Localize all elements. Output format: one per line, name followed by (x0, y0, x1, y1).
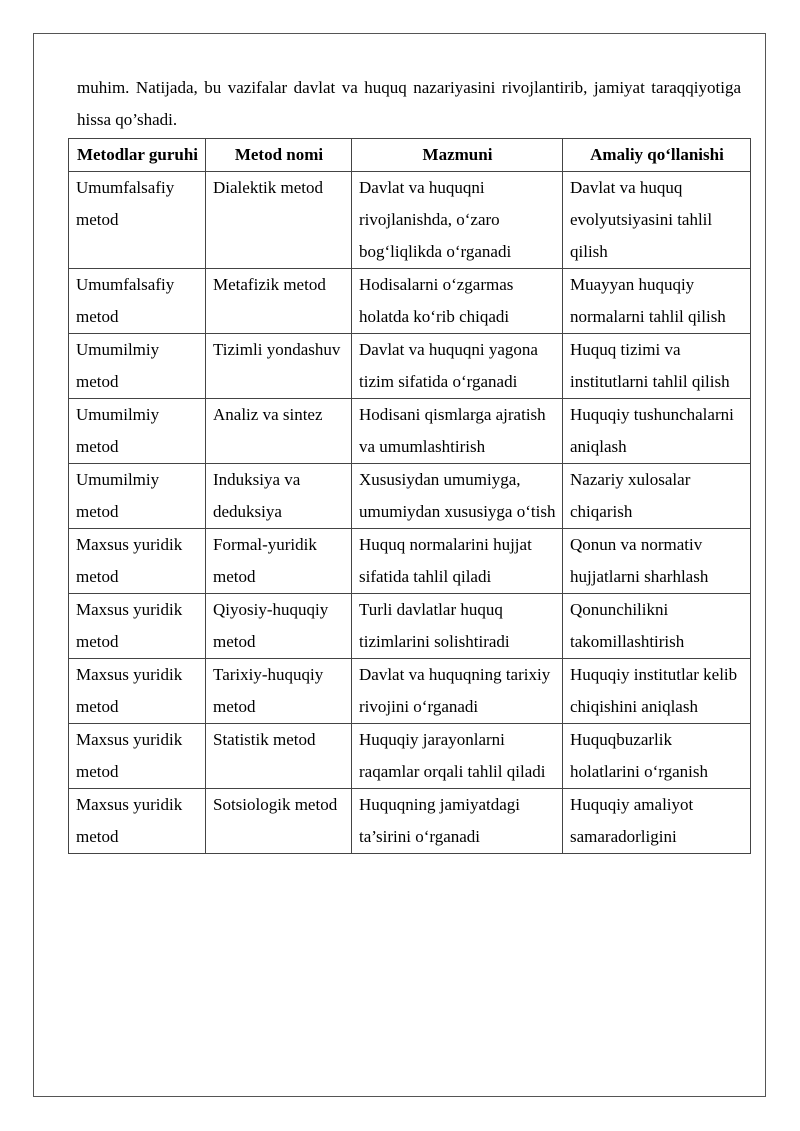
cell-application: Davlat va huquq evolyutsiyasini tahlil qilish (563, 172, 751, 269)
cell-application: Qonun va normativ hujjatlarni sharhlash (563, 529, 751, 594)
intro-text: muhim. Natijada, bu vazifalar davlat va huquq nazariyasini rivojlantirib, jamiyat taraqqiyotiga hissa qo’shadi. (77, 78, 741, 129)
cell-group: Umumilmiy metod (69, 464, 206, 529)
cell-method-name: Sotsiologik metod (206, 789, 352, 854)
table-row (69, 789, 751, 854)
methods-table (68, 138, 751, 854)
cell-content: Huquqning jamiyatdagi ta’sirini o‘rganadi (352, 789, 563, 854)
cell-content: Turli davlatlar huquq tizimlarini solishtiradi (352, 594, 563, 659)
intro-paragraph (77, 72, 741, 136)
table-header-row (69, 139, 751, 172)
header-group: Metodlar guruhi (69, 139, 206, 172)
header-method-name: Metod nomi (206, 139, 352, 172)
cell-application: Qonunchilikni takomillashtirish (563, 594, 751, 659)
cell-application: Huquqiy amaliyot samaradorligini (563, 789, 751, 854)
cell-content: Xususiydan umumiyga, umumiydan xususiyga o‘tish (352, 464, 563, 529)
cell-group: Maxsus yuridik metod (69, 659, 206, 724)
cell-application: Nazariy xulosalar chiqarish (563, 464, 751, 529)
cell-content: Huquq normalarini hujjat sifatida tahlil qiladi (352, 529, 563, 594)
cell-application: Huquqiy institutlar kelib chiqishini aniqlash (563, 659, 751, 724)
cell-content: Davlat va huquqni yagona tizim sifatida o‘rganadi (352, 334, 563, 399)
cell-method-name: Qiyosiy-huquqiy metod (206, 594, 352, 659)
cell-content: Davlat va huquqni rivojlanishda, o‘zaro bog‘liqlikda o‘rganadi (352, 172, 563, 269)
cell-method-name: Dialektik metod (206, 172, 352, 269)
cell-group: Umumilmiy metod (69, 334, 206, 399)
table-row (69, 529, 751, 594)
table-row (69, 269, 751, 334)
cell-group: Umumilmiy metod (69, 399, 206, 464)
table-row (69, 334, 751, 399)
cell-method-name: Formal-yuridik metod (206, 529, 352, 594)
cell-method-name: Induksiya va deduksiya (206, 464, 352, 529)
cell-method-name: Tarixiy-huquqiy metod (206, 659, 352, 724)
cell-content: Hodisani qismlarga ajratish va umumlashtirish (352, 399, 563, 464)
cell-group: Umumfalsafiy metod (69, 172, 206, 269)
cell-application: Huquqiy tushunchalarni aniqlash (563, 399, 751, 464)
header-application: Amaliy qo‘llanishi (563, 139, 751, 172)
cell-group: Maxsus yuridik metod (69, 529, 206, 594)
cell-group: Maxsus yuridik metod (69, 594, 206, 659)
table-row (69, 399, 751, 464)
cell-group: Maxsus yuridik metod (69, 789, 206, 854)
cell-method-name: Tizimli yondashuv (206, 334, 352, 399)
table-row (69, 724, 751, 789)
cell-application: Muayyan huquqiy normalarni tahlil qilish (563, 269, 751, 334)
cell-application: Huquqbuzarlik holatlarini o‘rganish (563, 724, 751, 789)
table-row (69, 172, 751, 269)
table-row (69, 659, 751, 724)
cell-method-name: Analiz va sintez (206, 399, 352, 464)
cell-content: Huquqiy jarayonlarni raqamlar orqali tahlil qiladi (352, 724, 563, 789)
cell-content: Davlat va huquqning tarixiy rivojini o‘rganadi (352, 659, 563, 724)
header-content: Mazmuni (352, 139, 563, 172)
cell-method-name: Statistik metod (206, 724, 352, 789)
cell-group: Umumfalsafiy metod (69, 269, 206, 334)
cell-content: Hodisalarni o‘zgarmas holatda ko‘rib chiqadi (352, 269, 563, 334)
cell-method-name: Metafizik metod (206, 269, 352, 334)
table-row (69, 464, 751, 529)
cell-group: Maxsus yuridik metod (69, 724, 206, 789)
cell-application: Huquq tizimi va institutlarni tahlil qilish (563, 334, 751, 399)
table-row (69, 594, 751, 659)
